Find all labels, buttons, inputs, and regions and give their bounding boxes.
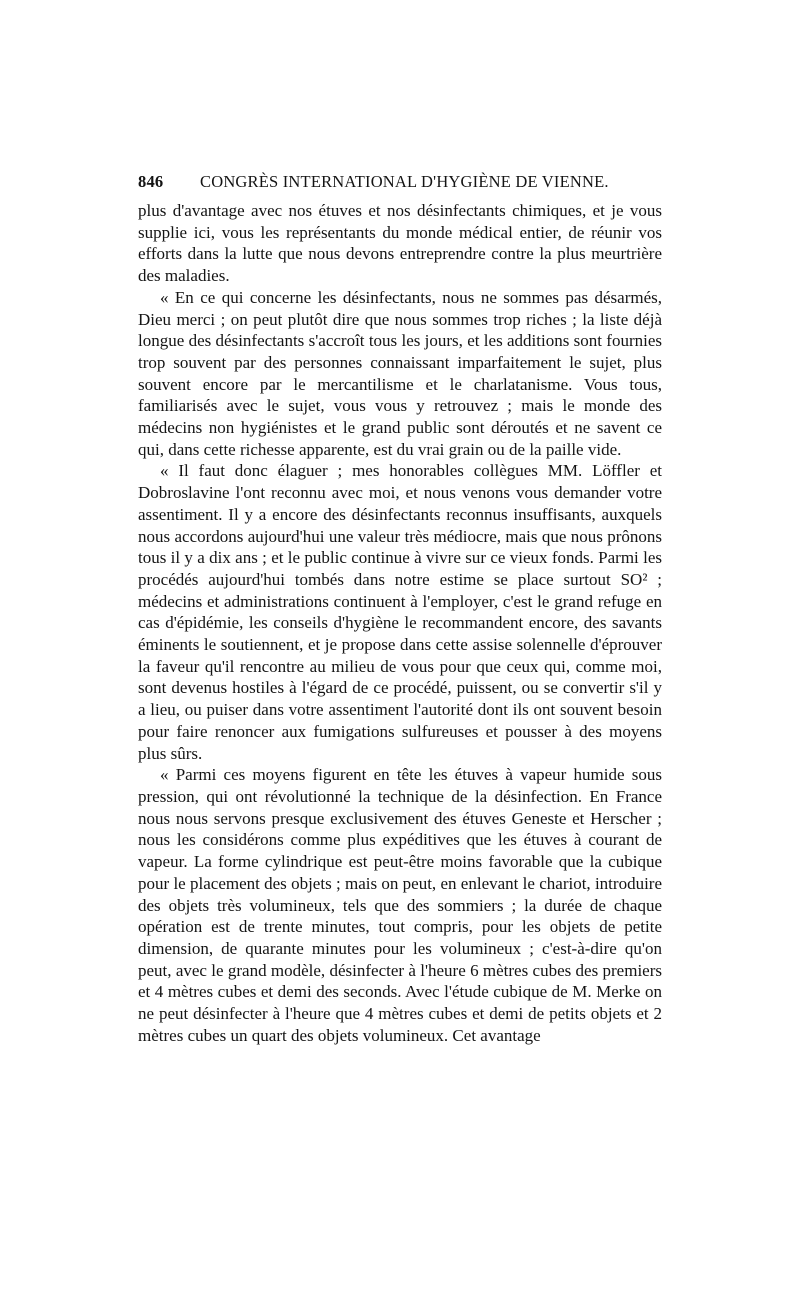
body-text xyxy=(138,200,662,1046)
page-number: 846 xyxy=(138,172,164,191)
running-header xyxy=(138,172,662,198)
running-title: CONGRÈS INTERNATIONAL D'HYGIÈNE DE VIENNE. xyxy=(200,172,609,191)
paragraph-disinfectants: « En ce qui concerne les désinfectants, nous ne sommes pas désarmés, Dieu merci ; on peut plutôt dire que nous sommes trop riches ; la liste déjà longue des désinfectants s'accroît tous les jours, et les additions sont fournies trop souvent par des personnes connaissant imparfaitement le sujet, plus souvent encore par le mercantilisme et le charlatanisme. Vous tous, familiarisés avec le sujet, vous vous y retrouvez ; mais le monde des médecins non hygiénistes et le grand public sont déroutés et ne savent ce qui, dans cette richesse apparente, est du vrai grain ou de la paille vide. xyxy=(138,287,662,459)
paragraph-steam-sterilizers: « Parmi ces moyens figurent en tête les étuves à vapeur humide sous pression, qui ont révolutionné la technique de la désinfection. En France nous nous servons presque exclusivement des étuves Geneste et Herscher ; nous les considérons comme plus expéditives que les étuves à courant de vapeur. La forme cylindrique est peut-être moins favorable que la cubique pour le placement des objets ; mais on peut, en enlevant le chariot, introduire des objets très volumineux, tels que des sommiers ; la durée de chaque opération est de trente minutes, tout compris, pour les objets de petite dimension, de quarante minutes pour les volumineux ; c'est-à-dire qu'on peut, avec le grand modèle, désinfecter à l'heure 6 mètres cubes des premiers et 4 mètres cubes et demi des seconds. Avec l'étude cubique de M. Merke on ne peut désinfecter à l'heure que 4 mètres cubes et demi de petits objets et 2 mètres cubes un quart des objets volumineux. Cet avantage xyxy=(138,765,662,1045)
book-page xyxy=(138,172,662,1046)
paragraph-continuation: plus d'avantage avec nos étuves et nos désinfectants chimiques, et je vous supplie ici, vous les représentants du monde médical entier, de réunir vos efforts dans la lutte que nous devons entreprendre contre la plus meurtrière des maladies. xyxy=(138,201,662,286)
paragraph-sulfur-dioxide: « Il faut donc élaguer ; mes honorables collègues MM. Löffler et Dobroslavine l'ont reconnu avec moi, et nous venons vous demander votre assentiment. Il y a encore des désinfectants reconnus insuffisants, auxquels nous accordons aujourd'hui une valeur très médiocre, mais que nous prônons tous il y a dix ans ; et le public continue à vivre sur ce vieux fonds. Parmi les procédés aujourd'hui tombés dans notre estime se place surtout SO² ; médecins et administrations continuent à l'employer, c'est le grand refuge en cas d'épidémie, les conseils d'hygiène le recommandent encore, des savants éminents le soutiennent, et je propose dans cette assise solennelle d'éprouver la faveur qu'il rencontre au milieu de vous pour que ceux qui, comme moi, sont devenus hostiles à l'égard de ce procédé, puissent, ou se convertir s'il y a lieu, ou puiser dans votre assentiment l'autorité dont ils ont souvent besoin pour faire renoncer aux fumigations sulfureuses et pousser à des moyens plus sûrs. xyxy=(138,461,662,763)
